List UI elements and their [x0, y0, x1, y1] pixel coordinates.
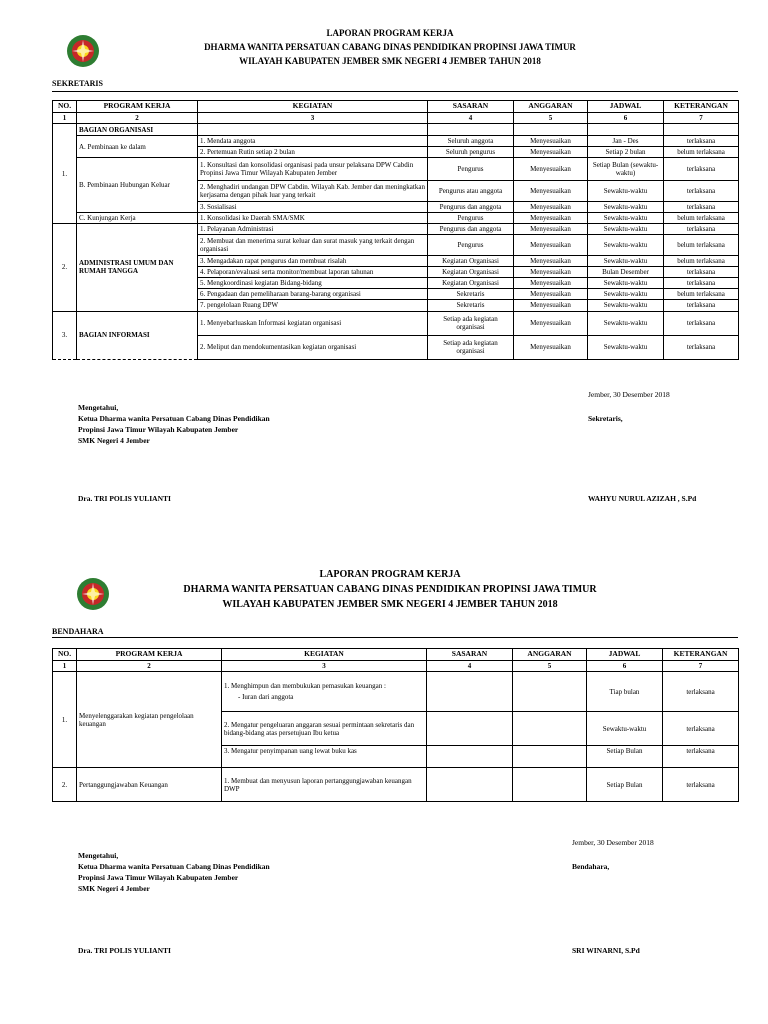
activity-cell: 1. Pelayanan Administrasi — [198, 224, 428, 235]
acknowledge-label: Mengetahui, — [78, 851, 119, 860]
schedule-cell: Setiap Bulan (sewaktu-waktu) — [588, 158, 664, 181]
col-number: 1 — [53, 661, 77, 672]
budget-cell: Menyesuaikan — [514, 267, 588, 278]
activity-cell: 2. Mengatur pengeluaran anggaran sesuai permintaan sekretaris dan bidang-bidang atas persetujuan Ibu ketua — [222, 712, 427, 746]
dharma-wanita-logo-icon — [66, 34, 100, 68]
acknowledge-region: Propinsi Jawa Timur Wilayah Kabupaten Jember — [78, 425, 239, 434]
report-org-line: DHARMA WANITA PERSATUAN CABANG DINAS PENDIDIKAN PROPINSI JAWA TIMUR — [204, 42, 576, 52]
acknowledge-role: Ketua Dharma wanita Persatuan Cabang Dinas Pendidikan — [78, 414, 270, 423]
budget-cell: Menyesuaikan — [514, 335, 588, 359]
table-header-row — [53, 649, 739, 661]
divider — [52, 637, 738, 638]
status-cell: belum terlaksana — [664, 289, 739, 300]
col-header: JADWAL — [587, 649, 663, 661]
table-row — [53, 224, 739, 235]
target-cell: Pengurus — [428, 235, 514, 256]
activity-cell — [222, 672, 427, 712]
col-number: 3 — [198, 113, 428, 124]
activity-cell: 3. Mengatur penyimpanan uang lewat buku kas — [222, 746, 427, 768]
program-cell: Menyelenggarakan kegiatan pengelolaan keuangan — [77, 672, 222, 768]
budget-cell: Menyesuaikan — [514, 256, 588, 267]
signer-role: Sekretaris, — [588, 414, 623, 423]
activity-cell: 1. Mendata anggota — [198, 136, 428, 147]
column-number-row — [53, 113, 739, 124]
sekretaris-table — [52, 100, 739, 360]
budget-cell: Menyesuaikan — [514, 136, 588, 147]
activity-cell: 5. Mengkoordinasi kegiatan Bidang-bidang — [198, 278, 428, 289]
budget-cell: Menyesuaikan — [514, 147, 588, 158]
program-cell: A. Pembinaan ke dalam — [77, 136, 198, 158]
report-title: LAPORAN PROGRAM KERJA — [319, 569, 461, 580]
activity-cell: 2. Meliput dan mendokumentasikan kegiatan organisasi — [198, 335, 428, 359]
table-row — [53, 136, 739, 147]
target-cell: Sekretaris — [428, 289, 514, 300]
budget-cell: Menyesuaikan — [514, 235, 588, 256]
status-cell: terlaksana — [663, 768, 739, 802]
col-header: SASARAN — [428, 101, 514, 113]
status-cell: terlaksana — [664, 300, 739, 311]
status-cell: terlaksana — [664, 224, 739, 235]
table-row — [53, 672, 739, 712]
target-cell: Pengurus — [428, 213, 514, 224]
budget-cell: Menyesuaikan — [514, 213, 588, 224]
col-header: KETERANGAN — [664, 101, 739, 113]
col-number: 4 — [427, 661, 513, 672]
budget-cell: Menyesuaikan — [514, 278, 588, 289]
col-header: PROGRAM KERJA — [77, 649, 222, 661]
section-title: BENDAHARA — [52, 627, 104, 636]
target-cell: Setiap ada kegiatan organisasi — [428, 335, 514, 359]
report-title: LAPORAN PROGRAM KERJA — [326, 28, 454, 38]
program-cell: C. Kunjungan Kerja — [77, 213, 198, 224]
col-number: 5 — [513, 661, 587, 672]
status-cell: terlaksana — [663, 672, 739, 712]
schedule-cell: Sewaktu-waktu — [588, 181, 664, 202]
target-cell: Pengurus — [428, 158, 514, 181]
table-row — [53, 158, 739, 181]
program-cell: Pertanggungjawaban Keuangan — [77, 768, 222, 802]
acknowledge-label: Mengetahui, — [78, 403, 119, 412]
activity-cell: 2. Menghadiri undangan DPW Cabdin. Wilayah Kab. Jember dan meningkatkan kerjasama dengan pihak luar yang terkait — [198, 181, 428, 202]
schedule-cell: Sewaktu-waktu — [588, 278, 664, 289]
signer-role: Bendahara, — [572, 862, 610, 871]
col-number: 1 — [53, 113, 77, 124]
status-cell: terlaksana — [663, 712, 739, 746]
col-number: 6 — [587, 661, 663, 672]
target-cell: Seluruh anggota — [428, 136, 514, 147]
status-cell: belum terlaksana — [664, 256, 739, 267]
status-cell: terlaksana — [664, 202, 739, 213]
budget-cell: Menyesuaikan — [514, 202, 588, 213]
schedule-cell: Setiap Bulan — [587, 746, 663, 768]
activity-cell: 7. pengelolaan Ruang DPW — [198, 300, 428, 311]
schedule-cell: Sewaktu-waktu — [588, 311, 664, 335]
acknowledge-school: SMK Negeri 4 Jember — [78, 436, 150, 445]
target-cell: Kegiatan Organisasi — [428, 267, 514, 278]
target-cell: Sekretaris — [428, 300, 514, 311]
budget-cell: Menyesuaikan — [514, 181, 588, 202]
report-org-line: DHARMA WANITA PERSATUAN CABANG DINAS PENDIDIKAN PROPINSI JAWA TIMUR — [183, 584, 597, 595]
row-number: 3. — [53, 311, 77, 359]
right-signer-name: WAHYU NURUL AZIZAH , S.Pd — [588, 494, 697, 503]
col-number: 3 — [222, 661, 427, 672]
activity-cell: 1. Konsultasi dan konsolidasi organisasi pada unsur pelaksana DPW Cabdin Propinsi Jawa Timur Wilayah Kabupaten Jember — [198, 158, 428, 181]
acknowledge-school: SMK Negeri 4 Jember — [78, 884, 150, 893]
col-number: 6 — [588, 113, 664, 124]
left-signer-name: Dra. TRI POLIS YULIANTI — [78, 946, 171, 955]
col-header: SASARAN — [427, 649, 513, 661]
schedule-cell: Jan - Des — [588, 136, 664, 147]
budget-cell: Menyesuaikan — [514, 300, 588, 311]
schedule-cell: Bulan Desember — [588, 267, 664, 278]
acknowledge-region: Propinsi Jawa Timur Wilayah Kabupaten Jember — [78, 873, 239, 882]
right-signer-name: SRI WINARNI, S.Pd — [572, 946, 640, 955]
activity-cell: 1. Membuat dan menyusun laporan pertanggungjawaban keuangan DWP — [222, 768, 427, 802]
row-number: 1. — [53, 124, 77, 224]
program-cell: ADMINISTRASI UMUM DAN RUMAH TANGGA — [77, 224, 198, 311]
row-number: 1. — [53, 672, 77, 768]
status-cell: terlaksana — [664, 278, 739, 289]
activity-cell: 4. Pelaporan/evaluasi serta monitor/membuat laporan tahunan — [198, 267, 428, 278]
status-cell: terlaksana — [664, 136, 739, 147]
status-cell: belum terlaksana — [664, 147, 739, 158]
report-region-line: WILAYAH KABUPATEN JEMBER SMK NEGERI 4 JEMBER TAHUN 2018 — [222, 599, 558, 610]
col-number: 7 — [664, 113, 739, 124]
table-row — [53, 124, 739, 136]
table-row — [53, 768, 739, 802]
activity-cell: 6. Pengadaan dan pemeliharaan barang-barang organisasi — [198, 289, 428, 300]
activity-cell: 3. Sosialisasi — [198, 202, 428, 213]
activity-main: 1. Menghimpun dan membukukan pemasukan keuangan : — [224, 682, 386, 690]
row-number: 2. — [53, 224, 77, 311]
status-cell: terlaksana — [663, 746, 739, 768]
budget-cell: Menyesuaikan — [514, 289, 588, 300]
schedule-cell: Sewaktu-waktu — [588, 300, 664, 311]
budget-cell: Menyesuaikan — [514, 224, 588, 235]
acknowledge-role: Ketua Dharma wanita Persatuan Cabang Dinas Pendidikan — [78, 862, 270, 871]
col-header: JADWAL — [588, 101, 664, 113]
schedule-cell: Sewaktu-waktu — [588, 256, 664, 267]
schedule-cell: Sewaktu-waktu — [588, 213, 664, 224]
col-number: 2 — [77, 661, 222, 672]
table-row — [53, 213, 739, 224]
target-cell: Setiap ada kegiatan organisasi — [428, 311, 514, 335]
col-header: KEGIATAN — [198, 101, 428, 113]
column-number-row — [53, 661, 739, 672]
row-number: 2. — [53, 768, 77, 802]
budget-cell: Menyesuaikan — [514, 158, 588, 181]
status-cell: belum terlaksana — [664, 213, 739, 224]
target-cell: Kegiatan Organisasi — [428, 256, 514, 267]
activity-cell: 1. Konsolidasi ke Daerah SMA/SMK — [198, 213, 428, 224]
col-number: 5 — [514, 113, 588, 124]
status-cell: belum terlaksana — [664, 235, 739, 256]
target-cell: Seluruh pengurus — [428, 147, 514, 158]
target-cell: Kegiatan Organisasi — [428, 278, 514, 289]
left-signer-name: Dra. TRI POLIS YULIANTI — [78, 494, 171, 503]
status-cell: terlaksana — [664, 158, 739, 181]
col-header: KEGIATAN — [222, 649, 427, 661]
schedule-cell: Sewaktu-waktu — [588, 235, 664, 256]
col-header: PROGRAM KERJA — [77, 101, 198, 113]
activity-cell: 2. Pertemuan Rutin setiap 2 bulan — [198, 147, 428, 158]
report-region-line: WILAYAH KABUPATEN JEMBER SMK NEGERI 4 JEMBER TAHUN 2018 — [239, 56, 541, 66]
schedule-cell: Sewaktu-waktu — [588, 289, 664, 300]
status-cell: terlaksana — [664, 267, 739, 278]
schedule-cell: Sewaktu-waktu — [588, 202, 664, 213]
status-cell: terlaksana — [664, 335, 739, 359]
program-cell: B. Pembinaan Hubungan Keluar — [77, 158, 198, 213]
budget-cell: Menyesuaikan — [514, 311, 588, 335]
signature-date: Jember, 30 Desember 2018 — [572, 838, 654, 847]
col-header: NO. — [53, 649, 77, 661]
schedule-cell: Setiap 2 bulan — [588, 147, 664, 158]
schedule-cell: Tiap bulan — [587, 672, 663, 712]
schedule-cell: Sewaktu-waktu — [588, 335, 664, 359]
program-heading: BAGIAN ORGANISASI — [77, 124, 198, 136]
col-number: 7 — [663, 661, 739, 672]
section-title: SEKRETARIS — [52, 79, 103, 88]
activity-cell: 3. Mengadakan rapat pengurus dan membuat risalah — [198, 256, 428, 267]
col-header: KETERANGAN — [663, 649, 739, 661]
activity-cell: 1. Menyebarluaskan Informasi kegiatan organisasi — [198, 311, 428, 335]
target-cell: Pengurus dan anggota — [428, 224, 514, 235]
table-row — [53, 311, 739, 335]
target-cell: Pengurus atau anggota — [428, 181, 514, 202]
program-cell: BAGIAN INFORMASI — [77, 311, 198, 359]
status-cell: terlaksana — [664, 181, 739, 202]
signature-date: Jember, 30 Desember 2018 — [588, 390, 670, 399]
activity-sub: - Iuran dari anggota — [238, 693, 294, 702]
col-number: 2 — [77, 113, 198, 124]
divider — [52, 91, 738, 92]
target-cell: Pengurus dan anggota — [428, 202, 514, 213]
col-header: ANGGARAN — [513, 649, 587, 661]
bendahara-table — [52, 648, 739, 802]
status-cell: terlaksana — [664, 311, 739, 335]
col-number: 4 — [428, 113, 514, 124]
schedule-cell: Setiap Bulan — [587, 768, 663, 802]
schedule-cell: Sewaktu-waktu — [588, 224, 664, 235]
schedule-cell: Sewaktu-waktu — [587, 712, 663, 746]
col-header: ANGGARAN — [514, 101, 588, 113]
table-header-row — [53, 101, 739, 113]
col-header: NO. — [53, 101, 77, 113]
activity-cell: 2. Membuat dan menerima surat keluar dan surat masuk yang terkait dengan organisasi — [198, 235, 428, 256]
